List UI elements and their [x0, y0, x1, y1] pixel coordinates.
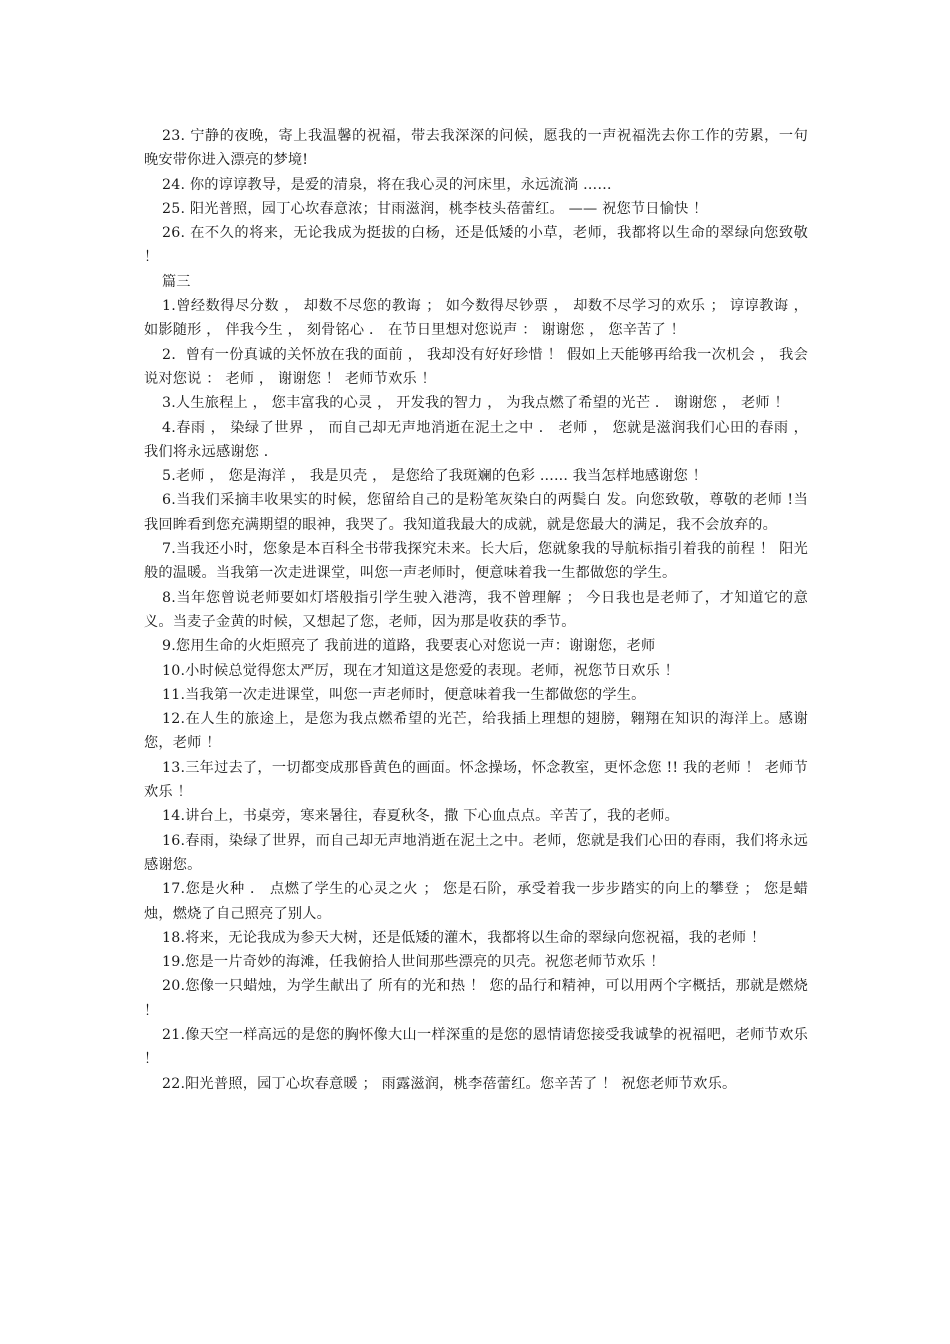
- paragraph-item: 14.讲台上，书桌旁，寒来暑往，春夏秋冬，撒 下心血点点。辛苦了，我的老师。: [162, 808, 680, 825]
- section-title: 篇三: [162, 273, 191, 290]
- paragraph-item: 5.老师 ， 您是海洋 ， 我是贝壳 ， 是您给了我斑斓的色彩 ...... 我当怎样地感谢您 ！: [162, 468, 707, 485]
- paragraph-item: 1.曾经数得尽分数 ， 却数不尽您的教诲 ； 如今数得尽钞票 ， 却数不尽学习的欢乐 ； 谆谆教诲 ， 如影随形 ， 伴我今生 ， 刻骨铭心 ． 在节日里想对您说声 ： 谢谢您 ， 您辛苦了 ！: [144, 298, 808, 339]
- paragraph-item: 2．曾有一份真诚的关怀放在我的面前 ， 我却没有好好珍惜 ！ 假如上天能够再给我一次机会 ， 我会说对您说 ： 老师 ， 谢谢您 ！ 老师节欢乐 ！: [144, 346, 808, 387]
- paragraph-25: 25. 阳光普照，园丁心坎春意浓；甘雨滋润，桃李枝头蓓蕾红。 —— 祝您节日愉快 ！: [162, 200, 708, 217]
- paragraph-item: 13.三年过去了，一切都变成那昏黄色的画面。怀念操场，怀念教室，更怀念您 !! 我的老师 ！ 老师节欢乐 ！: [144, 759, 808, 801]
- document-page: [144, 124, 808, 1096]
- paragraph-26: 26. 在不久的将来，无论我成为挺拔的白杨，还是低矮的小草，老师，我都将以生命的翠绿向您致敬 ！: [144, 225, 808, 266]
- paragraph-24: 24. 你的谆谆教导，是爱的清泉，将在我心灵的河床里，永远流淌 ……: [162, 176, 612, 193]
- paragraph-item: 17.您是火种 ． 点燃了学生的心灵之火 ； 您是石阶，承受着我一步步踏实的向上的攀登 ； 您是蜡烛，燃烧了自己照亮了别人。: [144, 881, 808, 922]
- paragraph-item: 6.当我们采摘丰收果实的时候，您留给自己的是粉笔灰染白的两鬓白 发。向您致敬，尊敬的老师 !当我回眸看到您充满期望的眼神，我哭了。我知道我最大的成就，就是您最大的满足，我不会放弃的。: [144, 492, 808, 533]
- paragraph-item: 11.当我第一次走进课堂，叫您一声老师时，便意味着我一生都做您的学生。: [162, 686, 646, 703]
- paragraph-item: 21.像天空一样高远的是您的胸怀像大山一样深重的是您的恩情请您接受我诚挚的祝福吧，老师节欢乐 ！: [144, 1026, 808, 1068]
- paragraph-item: 3.人生旅程上 ， 您丰富我的心灵 ， 开发我的智力 ， 为我点燃了希望的光芒 ． 谢谢您 ， 老师 ！: [162, 395, 789, 412]
- paragraph-item: 7.当我还小时，您象是本百科全书带我探究未来。长大后，您就象我的导航标指引着我的前程 ！ 阳光般的温暖。当我第一次走进课堂，叫您一声老师时，便意味着我一生都做您的学生。: [144, 541, 808, 582]
- paragraph-item: 22.阳光普照，园丁心坎春意暖 ； 雨露滋润，桃李蓓蕾红。您辛苦了 ！ 祝您老师节欢乐。: [162, 1075, 737, 1092]
- paragraph-item: 19.您是一片奇妙的海滩，任我俯拾人世间那些漂亮的贝壳。祝您老师节欢乐 ！: [162, 954, 665, 971]
- paragraph-item: 12.在人生的旅途上，是您为我点燃希望的光芒，给我插上理想的翅膀，翱翔在知识的海洋上。感谢您，老师 ！: [144, 711, 808, 752]
- paragraph-23: 23. 宁静的夜晚，寄上我温馨的祝福，带去我深深的问候，愿我的一声祝福洗去你工作的劳累，一句晚安带你进入漂亮的梦境!: [144, 128, 808, 169]
- paragraph-item: 4.春雨 ， 染绿了世界 ， 而自己却无声地消逝在泥土之中 ． 老师 ， 您就是滋润我们心田的春雨 ， 我们将永远感谢您 ．: [144, 419, 808, 460]
- paragraph-item: 9.您用生命的火炬照亮了 我前进的道路，我要衷心对您说一声：谢谢您，老师: [162, 638, 656, 655]
- paragraph-item: 16.春雨，染绿了世界，而自己却无声地消逝在泥土之中。老师，您就是我们心田的春雨，我们将永远感谢您。: [144, 832, 808, 873]
- paragraph-item: 20.您像一只蜡烛，为学生献出了 所有的光和热 ！ 您的品行和精神，可以用两个字概括，那就是燃烧 ！: [144, 978, 808, 1019]
- paragraph-item: 18.将来，无论我成为参天大树，还是低矮的灌木，我都将以生命的翠绿向您祝福，我的老师 ！: [162, 929, 766, 946]
- paragraph-item: 8.当年您曾说老师要如灯塔般指引学生驶入港湾，我不曾理解 ； 今日我也是老师了，才知道它的意义。当麦子金黄的时候，又想起了您，老师，因为那是收获的季节。: [144, 589, 808, 630]
- paragraph-item: 10.小时候总觉得您太严厉，现在才知道这是您爱的表现。老师，祝您节日欢乐 ！: [162, 662, 680, 679]
